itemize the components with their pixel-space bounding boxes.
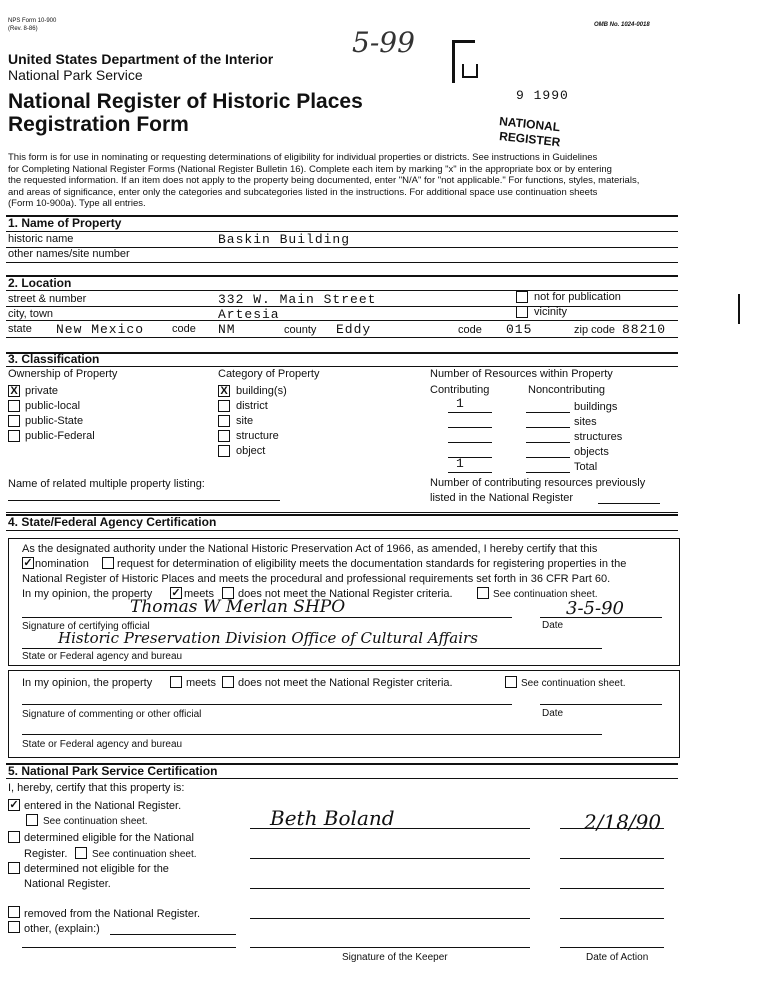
category-district-label: district (236, 400, 268, 412)
other-checkbox[interactable] (8, 921, 20, 933)
blank-line (448, 442, 492, 443)
agency-line (22, 648, 602, 649)
related-listing-label: Name of related multiple property listing: (8, 478, 205, 490)
street-label: street & number (8, 293, 87, 305)
state-code-label: code (172, 323, 196, 335)
objects-label: objects (574, 446, 609, 458)
county-code-label: code (458, 324, 482, 336)
resources-label: Number of Resources within Property (430, 368, 613, 380)
keeper-line (250, 918, 530, 919)
blank-line (448, 457, 492, 458)
divider (6, 530, 678, 531)
not-eligible-line1: determined not eligible for the (24, 863, 169, 875)
nomination-label: nomination (35, 558, 89, 570)
city-value[interactable]: Artesia (218, 307, 280, 322)
does-not-meet2-checkbox[interactable] (222, 676, 234, 688)
signature-label: Signature of certifying official (22, 621, 150, 632)
other-line (22, 947, 236, 948)
category-object-checkbox[interactable] (218, 445, 230, 457)
intro-line-2: for Completing National Register Forms (National Register Bulletin 16). Complete each item by marking "x" in the appropriate box or by entering (8, 163, 612, 175)
meets-label: meets (184, 588, 214, 600)
agency-label: State or Federal agency and bureau (22, 651, 183, 662)
category-site-checkbox[interactable] (218, 415, 230, 427)
intro-line-3: the requested information. If an item does not apply to the property being documented, enter "N/A" for "not applicable." For functions, styles, materials, (8, 175, 640, 186)
certifying-signature: Thomas W Merlan SHPO (130, 597, 346, 617)
ownership-public-state-checkbox[interactable] (8, 415, 20, 427)
signature-line (22, 617, 512, 618)
stamp-line2: REGISTER (498, 129, 562, 150)
total-label: Total (574, 461, 598, 473)
department: United States Department of the Interior (8, 51, 274, 67)
scan-edge-mark (738, 294, 740, 324)
category-buildings-checkbox[interactable]: X (218, 385, 230, 397)
structures-label: structures (574, 431, 623, 443)
category-structure-label: structure (236, 430, 279, 442)
county-value[interactable]: Eddy (336, 322, 372, 337)
city-label: city, town (8, 308, 54, 320)
received-date: 9 1990 (516, 88, 569, 103)
ownership-private-label: private (25, 385, 59, 397)
blank-line (448, 472, 492, 473)
keeper-signature: Beth Boland (270, 806, 395, 830)
field-line (6, 306, 678, 307)
form-rev: (Rev. 8-86) (8, 26, 38, 32)
commenting-date-line (540, 704, 662, 705)
nomination-checkbox[interactable]: ✓ (23, 557, 33, 569)
not-eligible-checkbox[interactable] (8, 862, 20, 874)
cert-line1: As the designated authority under the National Historic Preservation Act of 1966, as amended, I hereby certify that this (22, 543, 598, 555)
state-value[interactable]: New Mexico (56, 322, 145, 337)
related-listing-line (8, 500, 280, 501)
field-line (6, 320, 678, 321)
not-eligible-line2: National Register. (24, 878, 111, 890)
keeper-line (250, 947, 530, 948)
service: National Park Service (8, 67, 143, 83)
form-title-line1: National Register of Historic Places (8, 90, 363, 113)
agency2-label: State or Federal agency and bureau (22, 739, 183, 750)
ownership-public-federal-checkbox[interactable] (8, 430, 20, 442)
intro-line-4: and areas of significance, enter only the categories and subcategories listed in the instructions. For additional space use continuation sheets (8, 186, 598, 198)
opinion2-prefix: In my opinion, the property (22, 677, 153, 689)
keeper-label: Signature of the Keeper (342, 952, 448, 963)
eligible-checkbox[interactable] (8, 831, 20, 843)
category-label: Category of Property (218, 368, 320, 380)
agency-handwritten: Historic Preservation Division Office of Cultural Affairs (58, 629, 478, 647)
does-not-meet-label: does not meet the National Register criteria. (238, 588, 453, 600)
see-continuation-label: See continuation sheet. (493, 589, 598, 600)
ownership-label: Ownership of Property (8, 368, 118, 380)
divider (6, 275, 678, 277)
date-line (540, 617, 662, 618)
divider (6, 778, 678, 779)
action-date-line (560, 947, 664, 948)
blank-line (526, 442, 570, 443)
section5-heading: 5. National Park Service Certification (8, 764, 218, 778)
divider (6, 352, 678, 354)
see-cont-a-checkbox[interactable] (26, 814, 38, 826)
removed-checkbox[interactable] (8, 906, 20, 918)
vicinity-label: vicinity (534, 306, 568, 318)
ownership-private-checkbox[interactable]: X (8, 385, 20, 397)
category-district-checkbox[interactable] (218, 400, 230, 412)
blank-line (526, 412, 570, 413)
commenting-signature-line (22, 704, 512, 705)
eligible-line2: Register. (24, 848, 68, 860)
field-line (6, 337, 678, 338)
historic-name-label: historic name (8, 233, 74, 245)
intro-line-1: This form is for use in nominating or requesting determinations of eligibility for individual properties or districts. See instructions in Guidelines (8, 152, 598, 163)
agency2-line (22, 734, 602, 735)
county-label: county (284, 324, 317, 336)
commenting-label: Signature of commenting or other official (22, 709, 202, 720)
keeper-line (250, 858, 530, 859)
entered-label: entered in the National Register. (24, 800, 182, 812)
blank-line (448, 412, 492, 413)
received-stamp-mark (462, 64, 478, 78)
action-date-line (560, 858, 664, 859)
sites-label: sites (574, 416, 597, 428)
state-code-value[interactable]: NM (218, 322, 236, 337)
total-contributing[interactable]: 1 (456, 456, 465, 471)
county-code-value[interactable]: 015 (506, 322, 533, 337)
action-date-line (560, 918, 664, 919)
section2-heading: 2. Location (8, 276, 72, 290)
cert-line2: request for determination of eligibility meets the documentation standards for registering properties in the (117, 558, 627, 570)
see-continuation2-label: See continuation sheet. (521, 678, 626, 689)
field-line (6, 262, 678, 263)
ownership-public-local-checkbox[interactable] (8, 400, 20, 412)
date2-label: Date (542, 708, 564, 719)
blank-line (526, 427, 570, 428)
date-label: Date (542, 620, 564, 631)
keeper-line (250, 828, 530, 829)
buildings-label: buildings (574, 401, 618, 413)
street-value[interactable]: 332 W. Main Street (218, 292, 377, 307)
divider (6, 512, 678, 513)
other-explain-line (110, 934, 236, 935)
opinion-prefix: In my opinion, the property (22, 588, 153, 600)
other-names-label: other names/site number (8, 248, 130, 260)
omb-number: OMB No. 1024-0018 (594, 22, 650, 28)
keeper-date: 2/18/90 (584, 810, 662, 834)
action-date-label: Date of Action (586, 952, 649, 963)
buildings-contributing[interactable]: 1 (456, 396, 465, 411)
action-date-line (560, 828, 664, 829)
divider (6, 366, 678, 367)
zip-value[interactable]: 88210 (622, 322, 667, 337)
handwritten-number: 5-99 (352, 26, 415, 59)
prev-listed-line1: Number of contributing resources previously (430, 477, 646, 489)
cert-line3: National Register of Historic Places and meets the procedural and professional requirements set forth in 36 CFR Part 60. (22, 573, 611, 585)
see-cont-a-label: See continuation sheet. (43, 816, 148, 827)
action-date-line (560, 888, 664, 889)
certifying-date: 3-5-90 (566, 598, 624, 619)
eligible-line1: determined eligible for the National (24, 832, 194, 844)
category-buildings-label: building(s) (236, 385, 287, 397)
ownership-public-state-label: public-State (25, 415, 84, 427)
form-id: NPS Form 10-900 (8, 18, 57, 24)
vicinity-checkbox[interactable] (516, 306, 528, 318)
state-label: state (8, 323, 32, 335)
not-for-publication-label: not for publication (534, 291, 621, 303)
section4-heading: 4. State/Federal Agency Certification (8, 515, 217, 529)
blank-line (526, 457, 570, 458)
form-title-line2: Registration Form (8, 113, 189, 136)
request-checkbox[interactable] (102, 557, 114, 569)
historic-name-value[interactable]: Baskin Building (218, 232, 351, 247)
blank-line (526, 472, 570, 473)
intro-text (8, 152, 639, 210)
see-cont-b-checkbox[interactable] (75, 847, 87, 859)
category-site-label: site (236, 415, 254, 427)
blank-line (448, 427, 492, 428)
noncontributing-label: Noncontributing (528, 384, 606, 396)
see-continuation2-checkbox[interactable] (505, 676, 517, 688)
ownership-public-federal-label: public-Federal (25, 430, 95, 442)
certify-text: I, hereby, certify that this property is: (8, 782, 185, 794)
see-cont-b-label: See continuation sheet. (92, 849, 197, 860)
other-label: other, (explain:) (24, 923, 100, 935)
keeper-line (250, 888, 530, 889)
section1-heading: 1. Name of Property (8, 216, 122, 230)
prev-listed-line2: listed in the National Register (430, 492, 574, 504)
ownership-public-local-label: public-local (25, 400, 81, 412)
removed-label: removed from the National Register. (24, 908, 201, 920)
see-continuation-checkbox[interactable] (477, 587, 489, 599)
does-not-meet2-label: does not meet the National Register criteria. (238, 677, 453, 689)
meets2-checkbox[interactable] (170, 676, 182, 688)
intro-line-5: (Form 10-900a). Type all entries. (8, 198, 146, 209)
category-object-label: object (236, 445, 266, 457)
entered-checkbox[interactable]: ✓ (9, 799, 19, 811)
category-structure-checkbox[interactable] (218, 430, 230, 442)
section3-heading: 3. Classification (8, 352, 100, 366)
contributing-label: Contributing (430, 384, 490, 396)
zip-label: zip code (574, 324, 615, 336)
stamp-line1: NATIONAL (498, 114, 561, 135)
meets-checkbox[interactable]: ✓ (171, 587, 181, 599)
prev-listed-line (598, 503, 660, 504)
meets2-label: meets (186, 677, 216, 689)
not-for-publication-checkbox[interactable] (516, 291, 528, 303)
